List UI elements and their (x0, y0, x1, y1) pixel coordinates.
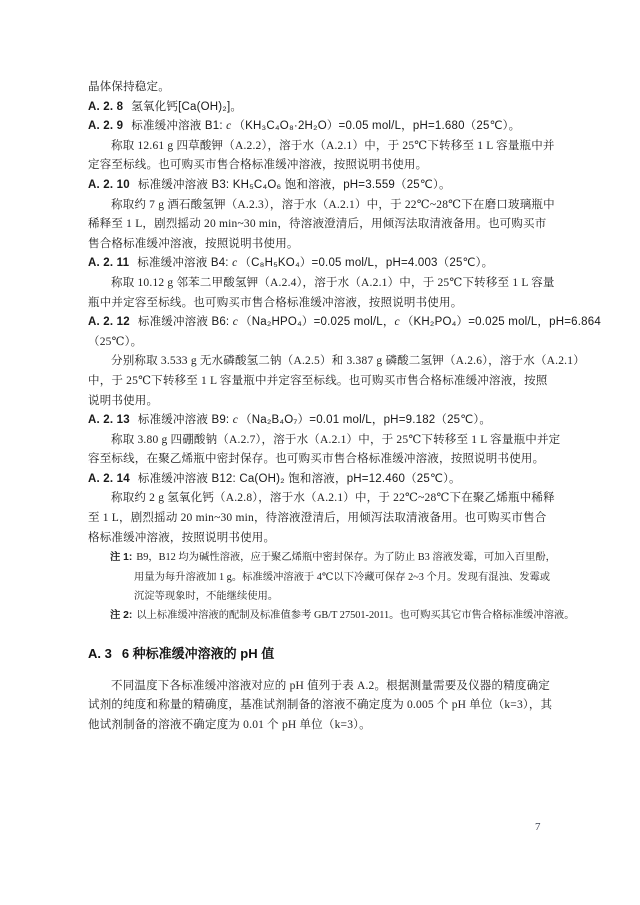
text-run: （KH₂PO₄）=0.025 mol/L，pH=6.864 (401, 316, 601, 329)
clause-line (88, 176, 554, 196)
text-run: 分别称取 3.533 g 无水磷酸氢二钠（A.2.5）和 3.387 g 磷酸二氢钾（A.2.6），溶于水（A.2.1） (111, 355, 585, 368)
body-line (88, 431, 561, 451)
body-line (88, 294, 554, 314)
text-run: 氢氧化钙[Ca(OH)₂]。 (131, 100, 243, 113)
text-run: 标准缓冲溶液 B6: (137, 316, 233, 329)
text-run: 标准缓冲溶液 B3: KH₅C₄O₆ 饱和溶液，pH=3.559（25℃）。 (137, 178, 451, 191)
text-run: 标准缓冲溶液 B1: (131, 120, 227, 133)
text-run: 他试剂制备的溶液不确定度为 0.01 个 pH 单位（k=3）。 (88, 719, 371, 731)
body-line (88, 696, 554, 716)
text-run: （C₈H₅KO₄）=0.05 mol/L，pH=4.003（25℃）。 (239, 257, 494, 270)
text-run: 格标准缓冲溶液，按照说明书使用。 (88, 531, 276, 544)
text-run: A. 2. 14 (88, 472, 130, 485)
text-run: 标准缓冲溶液 B12: Ca(OH)₂ 饱和溶液，pH=12.460（25℃）。 (137, 472, 461, 485)
body-line (88, 235, 554, 255)
text-run: 6 种标准缓冲溶液的 pH 值 (121, 645, 275, 661)
body-line (88, 450, 554, 470)
text-run: 用量为每升溶液加 1 g。标准缓冲溶液于 4℃以下冷藏可保存 2~3 个月。发现有混浊、发霉或 (134, 571, 551, 583)
body-line (88, 78, 554, 98)
section-heading (88, 644, 554, 664)
body-line (88, 333, 554, 353)
text-run: A. 2. 11 (88, 257, 130, 270)
text-run: （Na₂B₄O₇）=0.01 mol/L，pH=9.182（25℃）。 (240, 414, 492, 427)
text-run: 晶体保持稳定。 (88, 81, 170, 93)
text-run: 试剂的纯度和称量的精确度，基准试剂制备的溶液不确定度为 0.005 个 pH 单位（k=3），其 (88, 699, 553, 712)
clause-line (88, 117, 554, 137)
text-run: 标准缓冲溶液 B4: (137, 257, 233, 270)
clause-line (88, 98, 554, 118)
body-line (88, 677, 554, 697)
body-line (88, 509, 554, 529)
note-line (88, 606, 575, 625)
text-run: （25℃）。 (88, 335, 143, 348)
note-continuation-line (88, 587, 554, 606)
text-run: 至 1 L，剧烈摇动 20 min~30 min，待溶液澄清后，用倾泻法取清液备用。也可购买市售合 (88, 512, 547, 525)
clause-line (88, 411, 554, 431)
text-run: c (232, 414, 239, 427)
body-line (88, 716, 554, 736)
text-run: 称取约 7 g 酒石酸氢钾（A.2.3），溶于水（A.2.1）中，于 22℃~28℃下在磨口玻璃瓶中 (111, 198, 555, 211)
text-run: 中，于 25℃下转移至 1 L 容量瓶中并定容至标线。也可购买市售合格标准缓冲溶液，按照 (88, 374, 548, 387)
text-run: （Na₂HPO₄）=0.025 mol/L， (240, 316, 395, 329)
text-run: 不同温度下各标准缓冲溶液对应的 pH 值列于表 A.2。根据测量需要及仪器的精度确定 (111, 679, 551, 692)
text-run: 以上标准缓冲溶液的配制及标准值参考 GB/T 27501-2011。也可购买其它市售合格标准缓冲溶液。 (136, 610, 575, 622)
body-line (88, 372, 554, 392)
text-run: 称取 12.61 g 四草酸钾（A.2.2），溶于水（A.2.1）中，于 25℃下转移至 1 L 容量瓶中并 (111, 139, 555, 152)
text-run: 容至标线，在聚乙烯瓶中密封保存。也可购买市售合格标准缓冲溶液，按照说明书使用。 (88, 453, 545, 466)
text-run: 称取约 2 g 氢氧化钙（A.2.8），溶于水（A.2.1）中，于 22℃~28℃下在聚乙烯瓶中稀释 (111, 492, 555, 505)
text-run: 注 1: (110, 552, 133, 564)
text-run: A. 2. 13 (88, 414, 130, 427)
text-run: 称取 3.80 g 四硼酸钠（A.2.7），溶于水（A.2.1）中，于 25℃下转移至 1 L 容量瓶中并定 (111, 433, 561, 446)
text-run: 沉淀等现象时，不能继续使用。 (134, 591, 279, 603)
text-run: c (394, 316, 400, 329)
page-number: 7 (535, 821, 541, 833)
body-line (88, 489, 554, 509)
body-line (88, 156, 554, 176)
body-line (88, 215, 554, 235)
text-run: 瓶中并定容至标线。也可购买市售合格标准缓冲溶液，按照说明书使用。 (88, 296, 463, 309)
clause-line (88, 313, 601, 333)
text-run: A. 2. 12 (88, 316, 130, 329)
body-line (88, 274, 554, 294)
text-run: c (232, 257, 238, 270)
body-line (88, 196, 554, 216)
text-run: c (232, 316, 239, 329)
body-line (88, 137, 554, 157)
text-run: 称取 10.12 g 邻苯二甲酸氢钾（A.2.4），溶于水（A.2.1）中，于 25℃下转移至 1 L 容量 (111, 276, 555, 289)
clause-line (88, 470, 554, 490)
text-run: A. 3 (88, 645, 112, 661)
body-line (88, 392, 554, 412)
text-run: 稀释至 1 L，剧烈摇动 20 min~30 min，待溶液澄清后，用倾泻法取清液备用。也可购买市 (88, 218, 547, 231)
text-run: 定容至标线。也可购买市售合格标准缓冲溶液，按照说明书使用。 (88, 159, 428, 172)
text-run: 注 2: (110, 610, 133, 622)
text-run: 标准缓冲溶液 B9: (137, 414, 233, 427)
text-run: （KH₃C₄O₈·2H₂O）=0.05 mol/L，pH=1.680（25℃）。 (233, 120, 521, 133)
body-line (88, 352, 585, 372)
text-run: c (226, 120, 232, 133)
text-run: 说明书使用。 (88, 394, 159, 407)
clause-line (88, 254, 554, 274)
body-line (88, 529, 554, 549)
text-run: 售合格标准缓冲溶液，按照说明书使用。 (88, 237, 299, 250)
text-run: B9，B12 均为碱性溶液，应于聚乙烯瓶中密封保存。为了防止 B3 溶液发霉，可加入百里酚， (136, 552, 556, 564)
text-run: A. 2. 10 (88, 178, 130, 191)
text-run: A. 2. 9 (88, 120, 124, 133)
note-continuation-line (88, 568, 554, 587)
note-line (88, 548, 554, 567)
document-body (88, 78, 601, 736)
text-run: A. 2. 8 (88, 100, 124, 113)
